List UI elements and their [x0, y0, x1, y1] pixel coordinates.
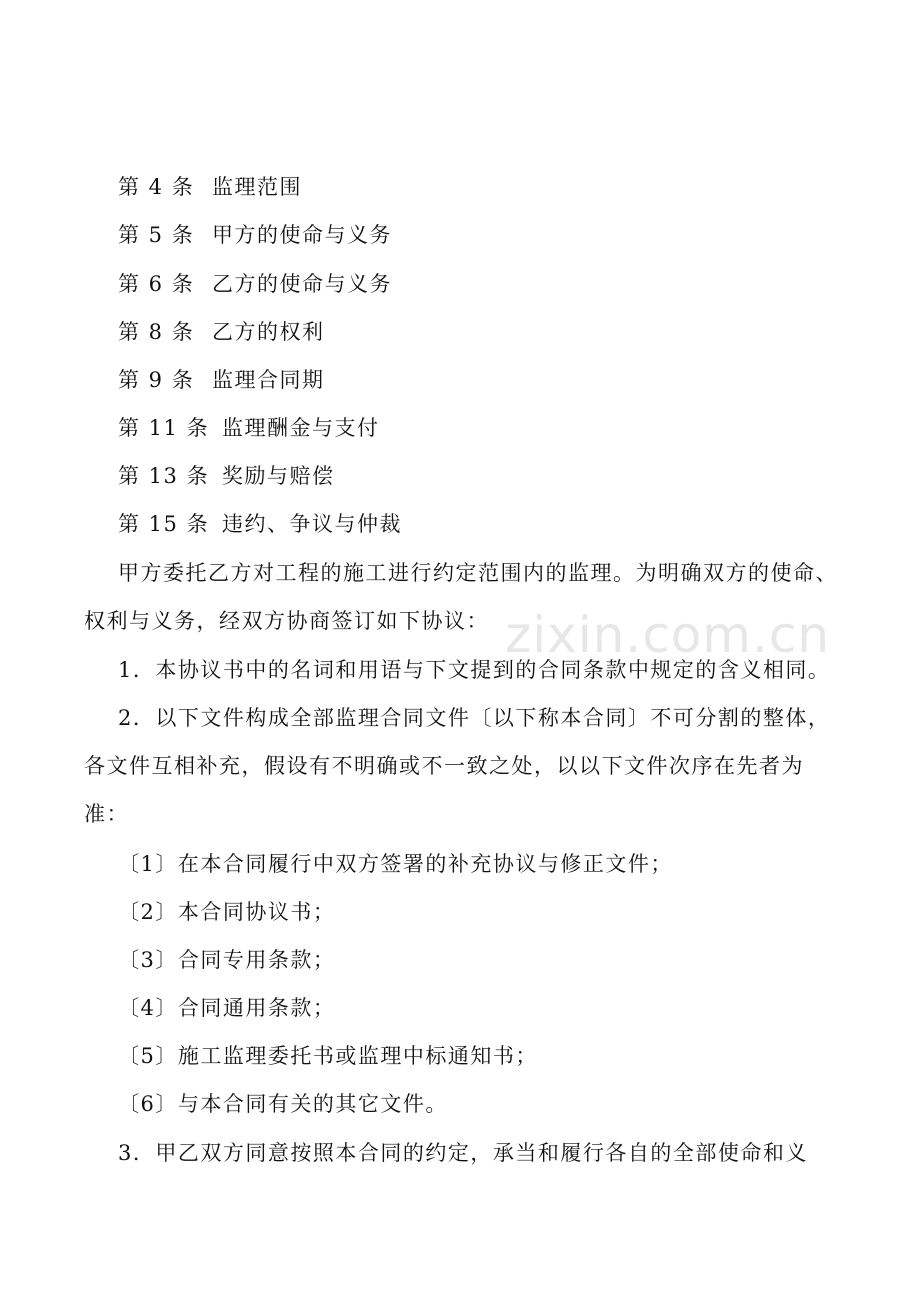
toc-item-number: 第 13 条: [118, 464, 210, 488]
toc-item-number: 第 11 条: [118, 416, 210, 440]
toc-item: [118, 366, 325, 394]
clause-2-line: 各文件互相补充，假设有不明确或不一致之处，以以下文件次序在先者为: [84, 754, 804, 778]
toc-item: [118, 462, 335, 490]
toc-item-title: 乙方的使命与义务: [212, 272, 392, 296]
toc-item-title: 监理合同期: [212, 368, 325, 392]
doc-list-item: 〔6〕与本合同有关的其它文件。: [118, 1092, 448, 1116]
doc-list-item: 〔4〕合同通用条款；: [118, 996, 336, 1020]
toc-item-number: 第 9 条: [118, 368, 195, 392]
intro-line: 权利与义务，经双方协商签订如下协议：: [84, 609, 489, 633]
doc-list-item: 〔5〕施工监理委托书或监理中标通知书；: [118, 1044, 538, 1068]
toc-item-title: 监理范围: [212, 175, 302, 199]
clause-2-line: 准：: [84, 802, 129, 826]
watermark: zixin.com.cn: [505, 606, 831, 664]
toc-item: [118, 221, 392, 249]
toc-item-title: 甲方的使命与义务: [212, 223, 392, 247]
toc-item-number: 第 4 条: [118, 175, 195, 199]
toc-item-number: 第 6 条: [118, 272, 195, 296]
toc-item: [118, 414, 380, 442]
toc-item: [118, 318, 325, 346]
toc-item-title: 监理酬金与支付: [222, 416, 380, 440]
doc-list-item: 〔1〕在本合同履行中双方签署的补充协议与修正文件；: [118, 852, 673, 876]
doc-list-item: 〔3〕合同专用条款；: [118, 948, 336, 972]
clause-2-line: 2．以下文件构成全部监理合同文件〔以下称本合同〕不可分割的整体，: [118, 706, 831, 730]
toc-item-title: 乙方的权利: [212, 320, 325, 344]
toc-item-number: 第 5 条: [118, 223, 195, 247]
toc-item-number: 第 8 条: [118, 320, 195, 344]
toc-item: [118, 510, 402, 538]
toc-item: [118, 270, 392, 298]
doc-list-item: 〔2〕本合同协议书；: [118, 900, 336, 924]
clause-3: 3．甲乙双方同意按照本合同的约定，承当和履行各自的全部使命和义: [118, 1141, 808, 1165]
toc-item: [118, 173, 302, 201]
clause-1: 1．本协议书中的名词和用语与下文提到的合同条款中规定的含义相同。: [118, 658, 831, 682]
intro-line: 甲方委托乙方对工程的施工进行约定范围内的监理。为明确双方的使命、: [118, 561, 838, 585]
toc-item-title: 奖励与赔偿: [222, 464, 335, 488]
toc-item-number: 第 15 条: [118, 512, 210, 536]
toc-item-title: 违约、争议与仲裁: [222, 512, 402, 536]
